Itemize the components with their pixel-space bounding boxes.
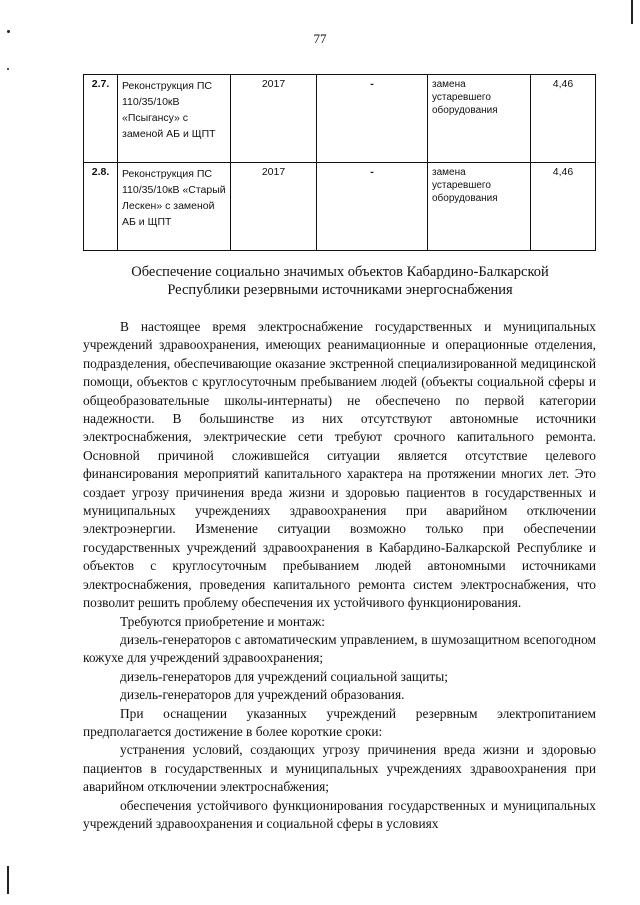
measure-name: Реконструкция ПС 110/35/10кВ «Старый Лескен» с заменой АБ и ЩПТ <box>118 163 231 251</box>
table-row <box>84 75 596 163</box>
row-number: 2.7. <box>84 75 118 163</box>
measure-cost: - <box>317 163 428 251</box>
measure-value: 4,46 <box>531 163 596 251</box>
measure-value: 4,46 <box>531 75 596 163</box>
row-number: 2.8. <box>84 163 118 251</box>
body-text <box>83 318 596 833</box>
paragraph: В настоящее время электроснабжение государственных и муниципальных учреждений здравоохранения, имеющих реанимационные и операционные отделения, подразделения, обеспечивающие оказание экстренной специализированной медицинской помощи, объектов с круглосуточным пребыванием людей (объекты социальной сферы и общеобразовательные школы-интернаты) не обеспечено по первой категории надежности. В большинстве из них отсутствуют автономные источники электроснабжения, электрические сети требуют срочного капитального ремонта. Основной причиной сложившейся ситуации является отсутствие целевого финансирования мероприятий капитального характера на протяжении многих лет. Это создает угрозу причинения вреда жизни и здоровью пациентов в государственных и муниципальных учреждениях здравоохранения при аварийном отключении электроэнергии. Изменение ситуации возможно только при обеспечении государственных учреждений здравоохранения в Кабардино-Балкарской Республике и объектов с круглосуточным пребыванием людей автономными источниками электроснабжения, проведения капитального ремонта систем электроснабжения, что позволит решить проблему обеспечения их устойчивого функционирования. <box>83 319 596 611</box>
section-heading: Обеспечение социально значимых объектов Кабардино-Балкарской Республики резервными источниками энергоснабжения <box>131 264 549 298</box>
table-row <box>84 163 596 251</box>
paragraph: При оснащении указанных учреждений резервным электропитанием предполагается достижение в более короткие сроки: <box>83 705 596 739</box>
measure-cost: - <box>317 75 428 163</box>
page-number: 77 <box>313 31 327 46</box>
scan-speck <box>7 68 9 70</box>
measure-year: 2017 <box>231 75 317 163</box>
paragraph: дизель-генераторов для учреждений социальной защиты; <box>120 668 448 684</box>
paragraph: дизель-генераторов для учреждений образования. <box>120 687 405 703</box>
measure-name: Реконструкция ПС 110/35/10кВ «Псыгансу» с заменой АБ и ЩПТ <box>118 75 231 163</box>
measures-table <box>83 74 596 251</box>
scan-edge-mark <box>7 866 9 894</box>
scan-edge-mark <box>631 0 633 24</box>
paragraph: устранения условий, создающих угрозу причинения вреда жизни и здоровью пациентов в государственных и муниципальных учреждениях здравоохранения при аварийном отключении электроснабжения; <box>83 742 596 795</box>
measure-year: 2017 <box>231 163 317 251</box>
measure-note: замена устаревшего оборудования <box>428 75 531 163</box>
paragraph: Требуются приобретение и монтаж: <box>120 613 325 629</box>
paragraph: обеспечения устойчивого функционирования государственных и муниципальных учреждений здравоохранения и социальной сферы в условиях <box>83 797 596 831</box>
paragraph: дизель-генераторов с автоматическим управлением, в шумозащитном всепогодном кожухе для учреждений здравоохранения; <box>83 631 596 666</box>
measure-note: замена устаревшего оборудования <box>428 163 531 251</box>
